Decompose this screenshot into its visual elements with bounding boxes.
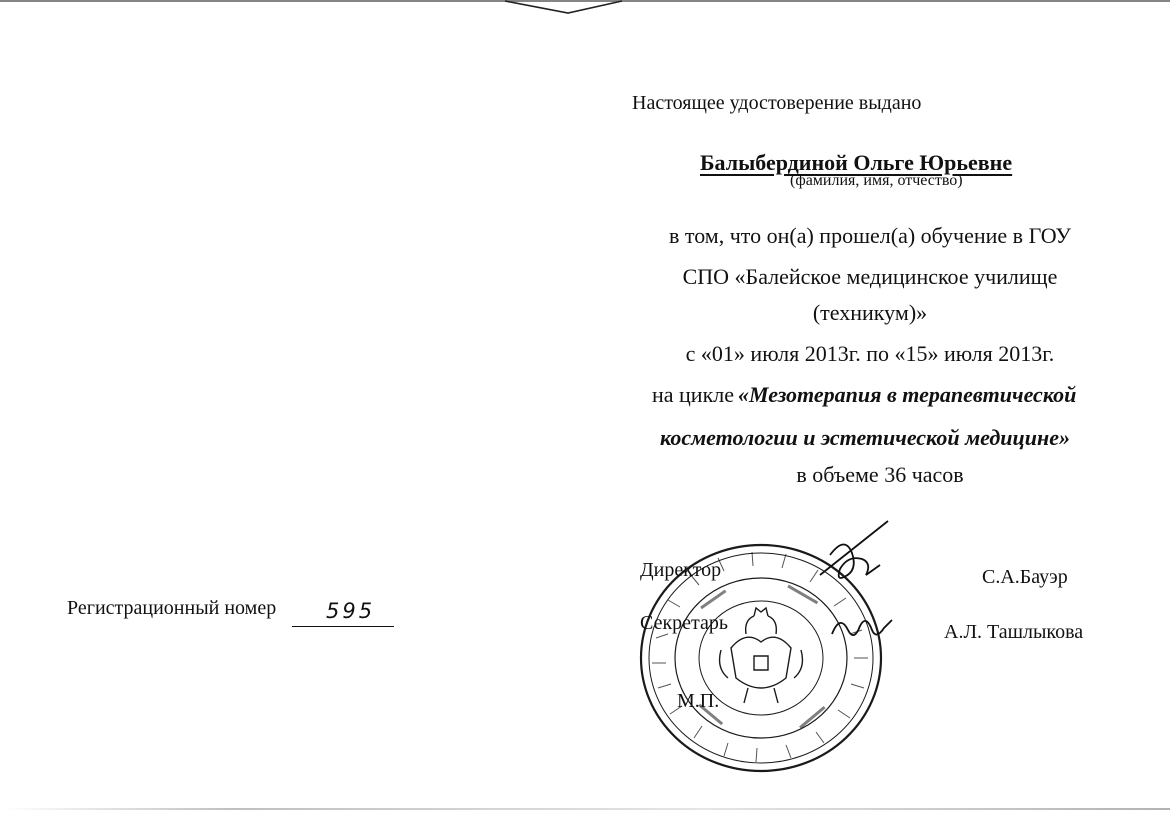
fold-mark: [500, 0, 630, 16]
intro-text: Настоящее удостоверение выдано: [632, 92, 922, 114]
body-line-1: в том, что он(а) прошел(а) обучение в ГОУ: [669, 223, 1071, 248]
registration-underline: [292, 625, 394, 627]
director-label: Директор: [640, 559, 722, 581]
body-line-2: СПО «Балейское медицинское училище: [682, 264, 1058, 289]
director-name: С.А.Бауэр: [982, 566, 1068, 588]
scan-bottom-edge: [0, 808, 1170, 810]
dates-line: с «01» июля 2013г. по «15» июля 2013г.: [685, 341, 1055, 366]
registration-label: Регистрационный номер: [67, 597, 277, 619]
body-line-3: (техникум)»: [812, 300, 928, 325]
seal-place-label: М.П.: [677, 690, 720, 712]
registration-number: 595: [326, 599, 376, 623]
cycle-line: [652, 382, 1076, 408]
name-hint: (фамилия, имя, отчество): [790, 172, 963, 189]
secretary-signature-icon: [826, 600, 896, 650]
cycle-title-line-1: «Мезотерапия в терапевтической: [738, 382, 1077, 407]
director-signature-icon: [800, 515, 900, 595]
secretary-label: Секретарь: [640, 612, 729, 634]
cycle-title-line-2: косметологии и эстетической медицине»: [660, 425, 1070, 450]
recipient-name: Балыбердиной Ольге Юрьевне: [700, 150, 1013, 175]
volume-line: в объеме 36 часов: [796, 462, 964, 487]
cycle-prefix: на цикле: [652, 382, 735, 407]
secretary-name: А.Л. Ташлыкова: [944, 621, 1084, 643]
